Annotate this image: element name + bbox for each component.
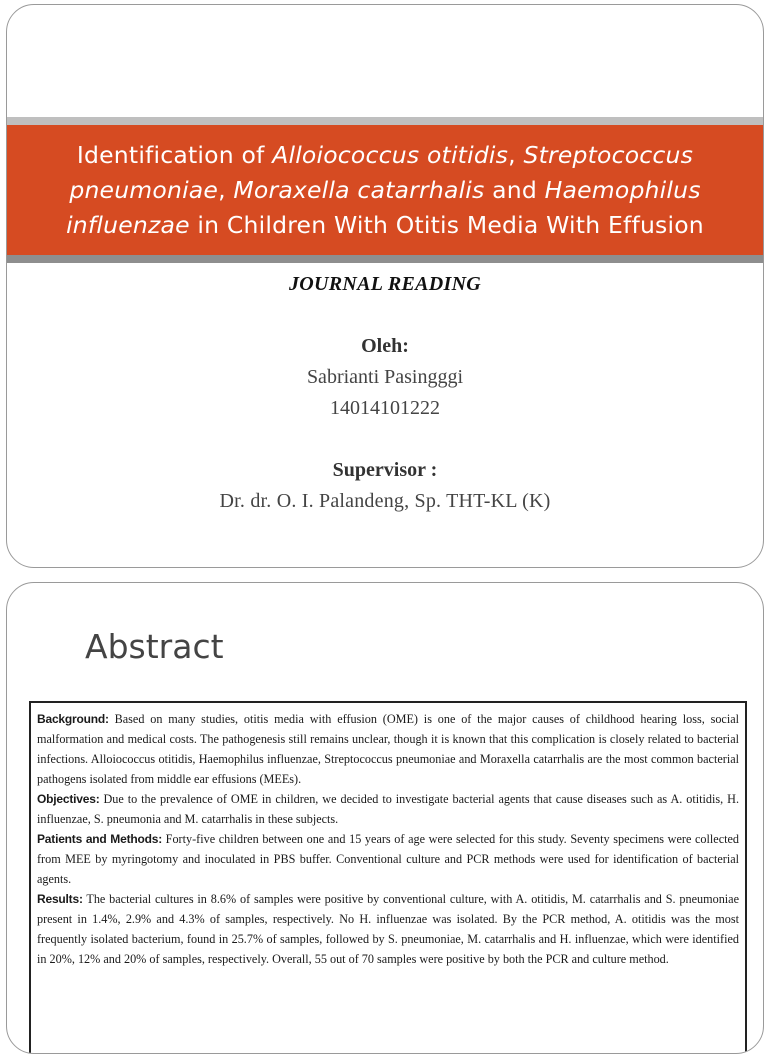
student-id: 14014101222 — [330, 397, 440, 419]
abstract-heading: Abstract — [85, 627, 224, 666]
presentation-title — [37, 138, 733, 243]
abstract-slide — [6, 582, 764, 1054]
section-text: Forty-five children between one and 15 years of age were selected for this study. Seventy specimens were collected from MEE by myringotomy and inoculated in PBS buffer. Conventional culture and PCR methods were used for identification of bacterial agents. — [37, 832, 740, 886]
section-label: Background: — [37, 712, 109, 726]
title-part: Identification of — [76, 140, 273, 169]
abstract-section — [37, 789, 739, 829]
section-label: Patients and Methods: — [37, 832, 163, 846]
title-band — [7, 117, 763, 263]
author-label: Oleh: — [361, 335, 409, 357]
title-part: Alloiococcus otitidis — [272, 140, 509, 169]
band-bottom-stripe — [7, 255, 763, 263]
title-part: , — [218, 175, 234, 204]
title-part: , — [508, 140, 524, 169]
abstract-section — [37, 889, 739, 969]
supervisor-label: Supervisor : — [332, 459, 438, 481]
abstract-text-box — [29, 701, 747, 1054]
title-part: in Children With Otitis Media With Effusion — [189, 210, 704, 239]
section-text: Due to the prevalence of OME in children, we decided to investigate bacterial agents that cause diseases such as A. otitidis, H. influenzae, S. pneumonia and M. catarrhalis in these subjects. — [37, 792, 739, 826]
abstract-section — [37, 829, 739, 889]
title-part: Haemophilus influenzae — [66, 175, 701, 239]
title-part: Moraxella catarrhalis — [233, 175, 485, 204]
subtitle: JOURNAL READING — [288, 273, 482, 295]
band-top-stripe — [7, 117, 763, 125]
section-label: Objectives: — [37, 792, 100, 806]
author-name: Sabrianti Pasingggi — [306, 366, 464, 388]
section-text: The bacterial cultures in 8.6% of samples were positive by conventional culture, with A. otitidis, M. catarrhalis and S. pneumoniae present in 1.4%, 2.9% and 4.3% of samples, respectively. No H. influenzae was isolated. By the PCR method, A. otitidis was the most frequently isolated bacterium, found in 25.7% of samples, followed by S. pneumoniae, M. catarrhalis and H. influenzae, which were identified in 20%, 12% and 20% of samples, respectively. Overall, 55 out of 70 samples were positive by both the PCR and culture method. — [37, 892, 739, 966]
title-part: Streptococcus pneumoniae — [69, 140, 694, 204]
section-text: Based on many studies, otitis media with effusion (OME) is one of the major causes of childhood hearing loss, social malformation and medical costs. The pathogenesis still remains unclear, though it is known that this complication is closely related to bacterial infections. Alloiococcus otitidis, Haemophilus influenzae, Streptococcus pneumoniae and Moraxella catarrhalis are the most common bacterial pathogens isolated from middle ear effusions (MEEs). — [37, 712, 739, 786]
supervisor-name: Dr. dr. O. I. Palandeng, Sp. THT-KL (K) — [219, 490, 551, 512]
section-label: Results: — [37, 892, 83, 906]
title-slide — [6, 4, 764, 568]
title-part: and — [484, 175, 545, 204]
abstract-section — [37, 709, 739, 789]
title-banner — [7, 125, 763, 255]
